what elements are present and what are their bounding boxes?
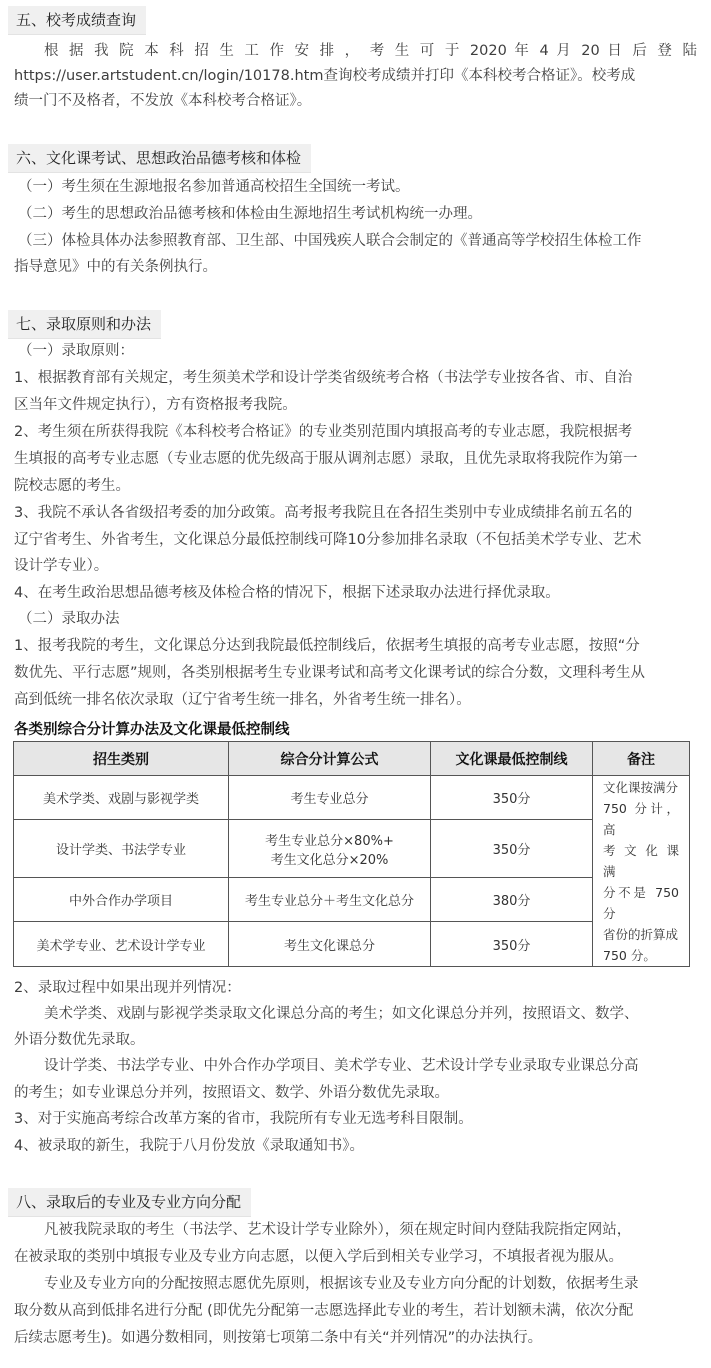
table-row bbox=[14, 820, 690, 878]
sec7-p1-line-4: 生填报的高考专业志愿（专业志愿的优先级高于服从调剂志愿）录取，且优先录取将我院作为第一 bbox=[14, 451, 638, 467]
row-min-line: 350分 bbox=[431, 922, 593, 967]
sec7-p1-line-2: 区当年文件规定执行），方有资格报考我院。 bbox=[14, 397, 297, 413]
note-line-3: 考 文 化 课 满 bbox=[603, 842, 679, 879]
row-formula-line-1: 考生专业总分×80%+ bbox=[265, 833, 394, 849]
sec7-p1-line-7: 辽宁省考生、外省考生，文化课总分最低控制线可降10分参加排名录取（不包括美术学专业、艺术 bbox=[14, 532, 642, 548]
row-min-line: 380分 bbox=[431, 878, 593, 922]
row-formula: 考生文化课总分 bbox=[229, 922, 431, 967]
table-header-row bbox=[14, 742, 690, 776]
note-line-6: 750 分。 bbox=[603, 947, 656, 963]
score-table bbox=[13, 741, 690, 967]
sec7-p1-line-8: 设计学专业）。 bbox=[14, 558, 109, 574]
row-category: 美术学专业、艺术设计学专业 bbox=[14, 922, 229, 967]
row-min-line: 350分 bbox=[431, 820, 593, 878]
tie-line-2: 外语分数优先录取。 bbox=[14, 1032, 145, 1048]
row-formula: 考生专业总分 bbox=[229, 776, 431, 820]
header-min-line: 文化课最低控制线 bbox=[431, 742, 593, 776]
note-cell bbox=[593, 776, 690, 967]
sec5-line-1: 根 据 我 院 本 科 招 生 工 作 安 排 ， 考 生 可 于 2020 年 4 月 20 日 后 登 陆 bbox=[44, 43, 697, 59]
sec7-p1-line-3: 2、考生须在所获得我院《本科校考合格证》的专业类别范围内填报高考的专业志愿，我院根据考 bbox=[14, 424, 633, 440]
tie-heading: 2、录取过程中如果出现并列情况： bbox=[14, 980, 241, 996]
tie-line-1: 美术学类、戏剧与影视学类录取文化课总分高的考生；如文化课总分并列，按照语文、数学、 bbox=[44, 1006, 639, 1022]
sec6-item-2: （二）考生的思想政治品德考核和体检由生源地招生考试机构统一办理。 bbox=[18, 206, 482, 222]
header-formula: 综合分计算公式 bbox=[229, 742, 431, 776]
sec7-sub-heading-2: （二）录取办法 bbox=[18, 611, 120, 627]
sec6-item-3-cont: 指导意见》中的有关条例执行。 bbox=[14, 259, 217, 275]
sec6-item-3: （三）体检具体办法参照教育部、卫生部、中国残疾人联合会制定的《普通高等学校招生体检工作 bbox=[18, 233, 642, 249]
section-6-heading: 六、文化课考试、思想政治品德考核和体检 bbox=[8, 144, 311, 173]
sec7-p1-line-5: 院校志愿的考生。 bbox=[14, 478, 130, 494]
after-item-3: 3、对于实施高考综合改革方案的省市，我院所有专业无选考科目限制。 bbox=[14, 1111, 473, 1127]
row-formula-line-2: 考生文化总分×20% bbox=[270, 852, 389, 868]
section-7-heading: 七、录取原则和办法 bbox=[8, 310, 161, 339]
header-category: 招生类别 bbox=[14, 742, 229, 776]
sec7-sub-heading-1: （一）录取原则： bbox=[18, 343, 134, 359]
sec8-line-4: 取分数从高到低排名进行分配 (即优先分配第一志愿选择此专业的考生，若计划额未满，依次分配 bbox=[14, 1303, 634, 1319]
sec8-line-5: 后续志愿考生)。如遇分数相同，则按第七项第二条中有关“并列情况”的办法执行。 bbox=[14, 1330, 543, 1346]
note-line-4: 分不是 750 分 bbox=[603, 884, 679, 921]
sec6-item-1: （一）考生须在生源地报名参加普通高校招生全国统一考试。 bbox=[18, 179, 410, 195]
row-min-line: 350分 bbox=[431, 776, 593, 820]
note-line-2: 750 分计，高 bbox=[603, 800, 679, 837]
table-row bbox=[14, 878, 690, 922]
sec7-p2-line-3: 高到低统一排名依次录取（辽宁省考生统一排名，外省考生统一排名）。 bbox=[14, 692, 471, 708]
sec7-p1-line-6: 3、我院不承认各省级招考委的加分政策。高考报考我院且在各招生类别中专业成绩排名前五名的 bbox=[14, 505, 633, 521]
sec8-line-3: 专业及专业方向的分配按照志愿优先原则，根据该专业及专业方向分配的计划数，依据考生录 bbox=[44, 1276, 639, 1292]
section-5-heading: 五、校考成绩查询 bbox=[8, 6, 146, 35]
after-item-4: 4、被录取的新生，我院于八月份发放《录取通知书》。 bbox=[14, 1138, 364, 1154]
table-row bbox=[14, 922, 690, 967]
row-formula: 考生专业总分＋考生文化总分 bbox=[229, 878, 431, 922]
tie-line-3: 设计学类、书法学专业、中外合作办学项目、美术学专业、艺术设计学专业录取专业课总分高 bbox=[44, 1058, 639, 1074]
sec7-p2-line-2: 数优先、平行志愿”规则，各类别根据考生专业课考试和高考文化课考试的综合分数，文理科考生从 bbox=[14, 665, 646, 681]
sec5-line-3: 绩一门不及格者，不发放《本科校考合格证》。 bbox=[14, 93, 312, 109]
sec5-line-2: https://user.artstudent.cn/login/10178.htm查询校考成绩并打印《本科校考合格证》。校考成 bbox=[14, 68, 636, 84]
sec8-line-2: 在被录取的类别中填报专业及专业方向志愿，以便入学后到相关专业学习，不填报者视为服从。 bbox=[14, 1249, 623, 1265]
note-line-5: 省份的折算成 bbox=[603, 926, 679, 942]
row-category: 美术学类、戏剧与影视学类 bbox=[14, 776, 229, 820]
sec7-p1-line-9: 4、在考生政治思想品德考核及体检合格的情况下，根据下述录取办法进行择优录取。 bbox=[14, 585, 560, 601]
row-category: 中外合作办学项目 bbox=[14, 878, 229, 922]
row-category: 设计学类、书法学专业 bbox=[14, 820, 229, 878]
sec8-line-1: 凡被我院录取的考生（书法学、艺术设计学专业除外），须在规定时间内登陆我院指定网站， bbox=[44, 1222, 632, 1238]
sec7-p2-line-1: 1、报考我院的考生，文化课总分达到我院最低控制线后，依据考生填报的高考专业志愿，按照“分 bbox=[14, 638, 640, 654]
sec7-p1-line-1: 1、根据教育部有关规定，考生须美术学和设计学类省级统考合格（书法学专业按各省、市、自治 bbox=[14, 370, 633, 386]
table-title: 各类别综合分计算办法及文化课最低控制线 bbox=[14, 722, 290, 738]
header-note: 备注 bbox=[593, 742, 690, 776]
table-row bbox=[14, 776, 690, 820]
note-line-1: 文化课按满分 bbox=[603, 779, 679, 795]
row-formula bbox=[229, 820, 431, 878]
tie-line-4: 的考生；如专业课总分并列，按照语文、数学、外语分数优先录取。 bbox=[14, 1085, 449, 1101]
section-8-heading: 八、录取后的专业及专业方向分配 bbox=[8, 1188, 251, 1217]
